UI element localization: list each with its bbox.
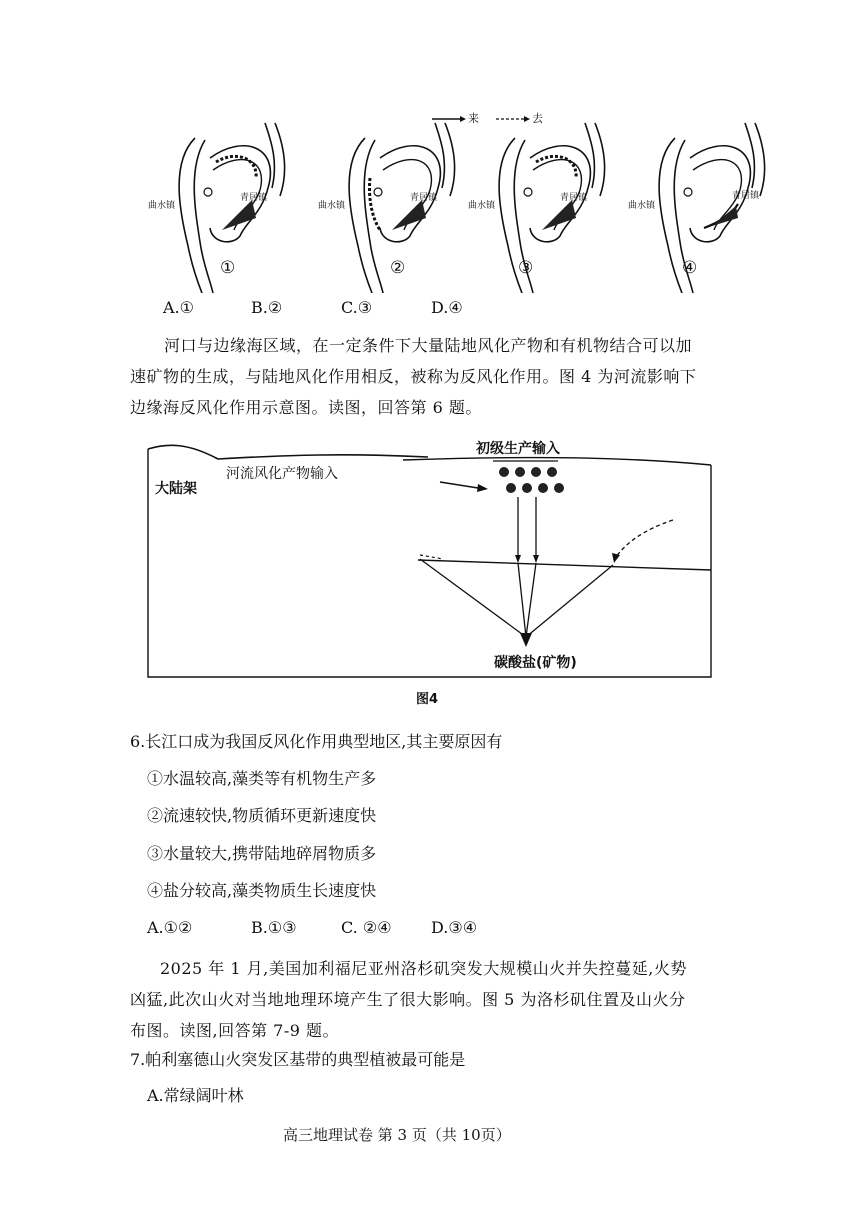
legend-go-label: 去 [532, 112, 543, 125]
figure-4-frame [148, 449, 711, 677]
panel-4-right-label: 青居镇 [732, 191, 760, 201]
meander-panel-1 [140, 118, 290, 293]
plankton-cluster [499, 467, 564, 493]
panel-3-left-label: 曲水镇 [468, 201, 496, 211]
q6-item-1: ①水温较高,藻类等有机物生产多 [147, 769, 377, 788]
panel-2-left-label: 曲水镇 [318, 201, 346, 211]
meander-panel-3 [460, 118, 610, 293]
intro-q7-line-2: 凶猛,此次山火对当地地理环境产生了很大影响。图 5 为洛杉矶住置及山火分 [130, 990, 686, 1009]
q6-option-c: C. ②④ [341, 918, 392, 937]
q6-stem: 6.长江口成为我国反风化作用典型地区,其主要原因有 [130, 732, 503, 751]
page-footer: 高三地理试卷 第 3 页（共 10页） [283, 1126, 511, 1144]
q5-option-d: D.④ [431, 298, 463, 317]
intro-q6 [130, 330, 730, 423]
shelf-label: 大陆架 [155, 481, 197, 497]
figure-4-diagram [128, 425, 728, 685]
q6-item-2: ②流速较快,物质循环更新速度快 [147, 806, 377, 825]
primary-input-label: 初级生产输入 [476, 441, 560, 457]
intro-q7-line-1: 2025 年 1 月,美国加利福尼亚州洛杉矶突发大规模山火并失控蔓延,火势 [160, 959, 687, 978]
panel-4-left-label: 曲水镇 [628, 201, 656, 211]
q6-option-b: B.①③ [251, 918, 297, 937]
intro-q6-line-2: 速矿物的生成，与陆地风化作用相反，被称为反风化作用。图 4 为河流影响下 [130, 367, 697, 386]
intro-q6-line-1: 河口与边缘海区域，在一定条件下大量陆地风化产物和有机物结合可以加 [164, 336, 693, 355]
q6-option-a: A.①② [147, 918, 193, 937]
panel-2-right-label: 青居镇 [410, 193, 438, 203]
intro-q7-9 [130, 953, 740, 1046]
panel-1-number: ① [220, 258, 236, 278]
panel-2-number: ② [390, 258, 406, 278]
q5-option-c: C.③ [341, 298, 373, 317]
carbonate-arrowhead [520, 633, 532, 647]
q6-item-4: ④盐分较高,藻类物质生长速度快 [147, 881, 377, 900]
q6-option-d: D.③④ [431, 918, 478, 937]
depth-line [418, 560, 711, 570]
legend-come-label: 来 [468, 112, 479, 125]
panel-1-right-label: 青居镇 [240, 193, 268, 203]
river-input-label: 河流风化产物输入 [226, 466, 338, 482]
meander-panel-2 [310, 118, 460, 293]
panel-3-number: ③ [518, 258, 534, 278]
panel-3-right-label: 青居镇 [560, 193, 588, 203]
input-arrow [440, 482, 478, 488]
figure-4-caption: 图4 [416, 692, 439, 707]
q7-stem: 7.帕利塞德山火突发区基带的典型植被最可能是 [130, 1050, 466, 1069]
q6-item-3: ③水量较大,携带陆地碎屑物质多 [147, 844, 377, 863]
intro-q6-line-3: 边缘海反风化作用示意图。读图，回答第 6 题。 [130, 398, 482, 417]
intro-q7-line-3: 布图。读图,回答第 7-9 题。 [130, 1021, 340, 1040]
panel-1-left-label: 曲水镇 [148, 201, 176, 211]
q5-option-a: A.① [163, 298, 194, 317]
shelf-surface-line [148, 445, 428, 459]
carbonate-label: 碳酸盐(矿物) [494, 655, 577, 671]
meander-panel-4 [620, 118, 770, 293]
q5-option-b: B.② [251, 298, 283, 317]
panel-4-number: ④ [682, 258, 698, 278]
q7-option-a: A.常绿阔叶林 [147, 1086, 244, 1105]
